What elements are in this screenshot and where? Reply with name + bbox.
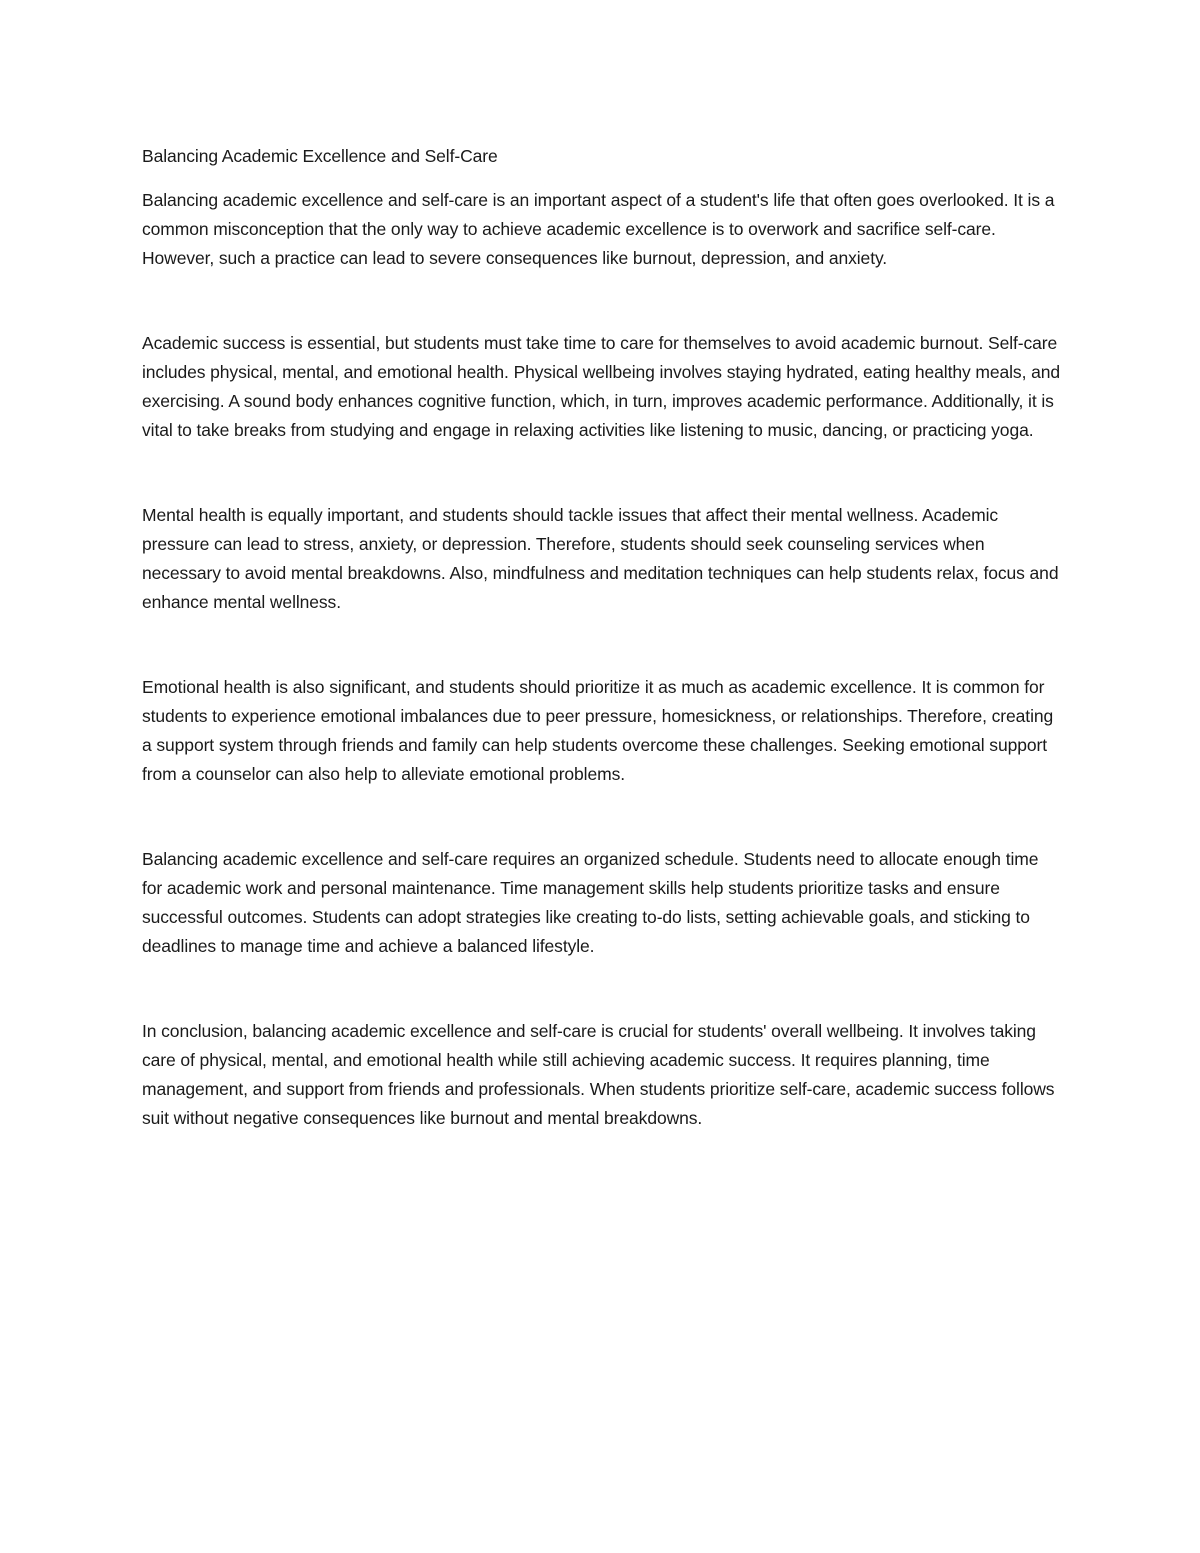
- paragraph-conclusion: In conclusion, balancing academic excellence and self-care is crucial for students' overall wellbeing. It involves taking care of physical, mental, and emotional health while still achieving academic success. It requires planning, time management, and support from friends and professionals. When students prioritize self-care, academic success follows suit without negative consequences like burnout and mental breakdowns.: [142, 1021, 1055, 1128]
- document-title: Balancing Academic Excellence and Self-Care: [142, 146, 498, 166]
- paragraph-academic-success: Academic success is essential, but students must take time to care for themselves to avoid academic burnout. Self-care includes physical, mental, and emotional health. Physical wellbeing involves staying hydrated, eating healthy meals, and exercising. A sound body enhances cognitive function, which, in turn, improves academic performance. Additionally, it is vital to take breaks from studying and engage in relaxing activities like listening to music, dancing, or practicing yoga.: [142, 333, 1060, 440]
- paragraph-mental-health: Mental health is equally important, and students should tackle issues that affect their mental wellness. Academic pressure can lead to stress, anxiety, or depression. Therefore, students should seek counseling services when necessary to avoid mental breakdowns. Also, mindfulness and meditation techniques can help students relax, focus and enhance mental wellness.: [142, 505, 1059, 612]
- paragraph-emotional-health: Emotional health is also significant, and students should prioritize it as much as academic excellence. It is common for students to experience emotional imbalances due to peer pressure, homesickness, or relationships. Therefore, creating a support system through friends and family can help students overcome these challenges. Seeking emotional support from a counselor can also help to alleviate emotional problems.: [142, 677, 1054, 784]
- document-body: [142, 142, 1062, 1189]
- paragraph-schedule: Balancing academic excellence and self-care requires an organized schedule. Students need to allocate enough time for academic work and personal maintenance. Time management skills help students prioritize tasks and ensure successful outcomes. Students can adopt strategies like creating to-do lists, setting achievable goals, and sticking to deadlines to manage time and achieve a balanced lifestyle.: [142, 849, 1039, 956]
- paragraph-intro: Balancing academic excellence and self-care is an important aspect of a student's life that often goes overlooked. It is a common misconception that the only way to achieve academic excellence is to overwork and sacrifice self-care. However, such a practice can lead to severe consequences like burnout, depression, and anxiety.: [142, 190, 1055, 268]
